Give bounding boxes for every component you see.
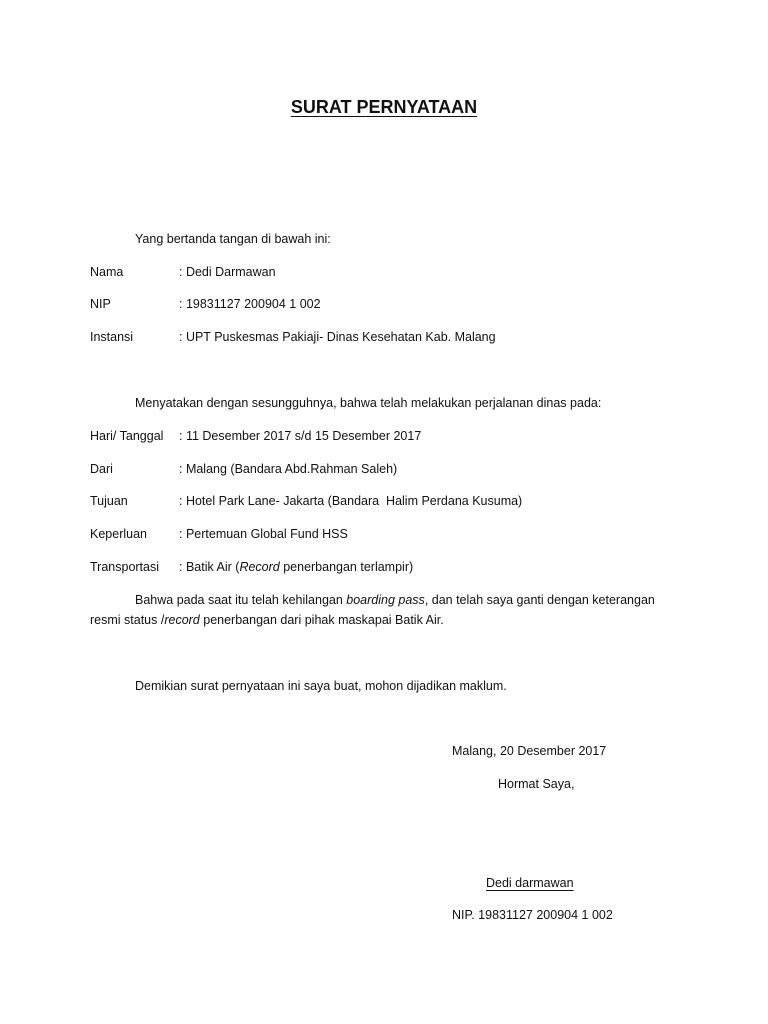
para1-italic: boarding pass (346, 593, 425, 607)
identity-label-nama: Nama (90, 265, 124, 279)
paragraph-line-1 (135, 593, 655, 607)
trip-label-tujuan: Tujuan (90, 494, 128, 508)
signer-nip: NIP. 19831127 200904 1 002 (452, 908, 613, 922)
identity-value-nama: : Dedi Darmawan (179, 265, 276, 279)
paragraph-line-2 (90, 613, 444, 627)
identity-label-nip: NIP (90, 297, 111, 311)
trip-label-keperluan: Keperluan (90, 527, 147, 541)
para2-post: penerbangan dari pihak maskapai Batik Air. (199, 613, 444, 627)
trip-label-dari: Dari (90, 462, 113, 476)
transport-post: penerbangan terlampir) (279, 560, 414, 574)
trip-value-keperluan: : Pertemuan Global Fund HSS (179, 527, 348, 541)
transport-italic: Record (239, 560, 280, 574)
trip-value-tujuan: : Hotel Park Lane- Jakarta (Bandara Halim Perdana Kusuma) (179, 494, 523, 508)
transport-pre: : Batik Air ( (179, 560, 240, 574)
identity-value-instansi: : UPT Puskesmas Pakiaji- Dinas Kesehatan Kab. Malang (179, 330, 496, 344)
trip-value-tanggal: : 11 Desember 2017 s/d 15 Desember 2017 (179, 429, 422, 443)
identity-value-nip: : 19831127 200904 1 002 (179, 297, 321, 311)
intro-text: Yang bertanda tangan di bawah ini: (135, 232, 331, 246)
statement-text: Menyatakan dengan sesungguhnya, bahwa telah melakukan perjalanan dinas pada: (135, 396, 602, 410)
trip-value-transportasi (179, 560, 413, 574)
identity-label-instansi: Instansi (90, 330, 134, 344)
place-date: Malang, 20 Desember 2017 (452, 744, 607, 758)
trip-value-dari: : Malang (Bandara Abd.Rahman Saleh) (179, 462, 398, 476)
para1-pre: Bahwa pada saat itu telah kehilangan (135, 593, 347, 607)
para1-post: , dan telah saya ganti dengan keterangan (424, 593, 655, 607)
letter-title-text: SURAT PERNYATAAN (290, 97, 478, 117)
para2-pre: resmi status / (90, 613, 165, 627)
letter-title (0, 97, 768, 118)
signer-name: Dedi darmawan (486, 876, 574, 890)
para2-italic: record (164, 613, 200, 627)
greeting: Hormat Saya, (498, 777, 575, 791)
trip-label-tanggal: Hari/ Tanggal (90, 429, 164, 443)
closing-text: Demikian surat pernyataan ini saya buat, mohon dijadikan maklum. (135, 679, 507, 693)
trip-label-transportasi: Transportasi (90, 560, 160, 574)
